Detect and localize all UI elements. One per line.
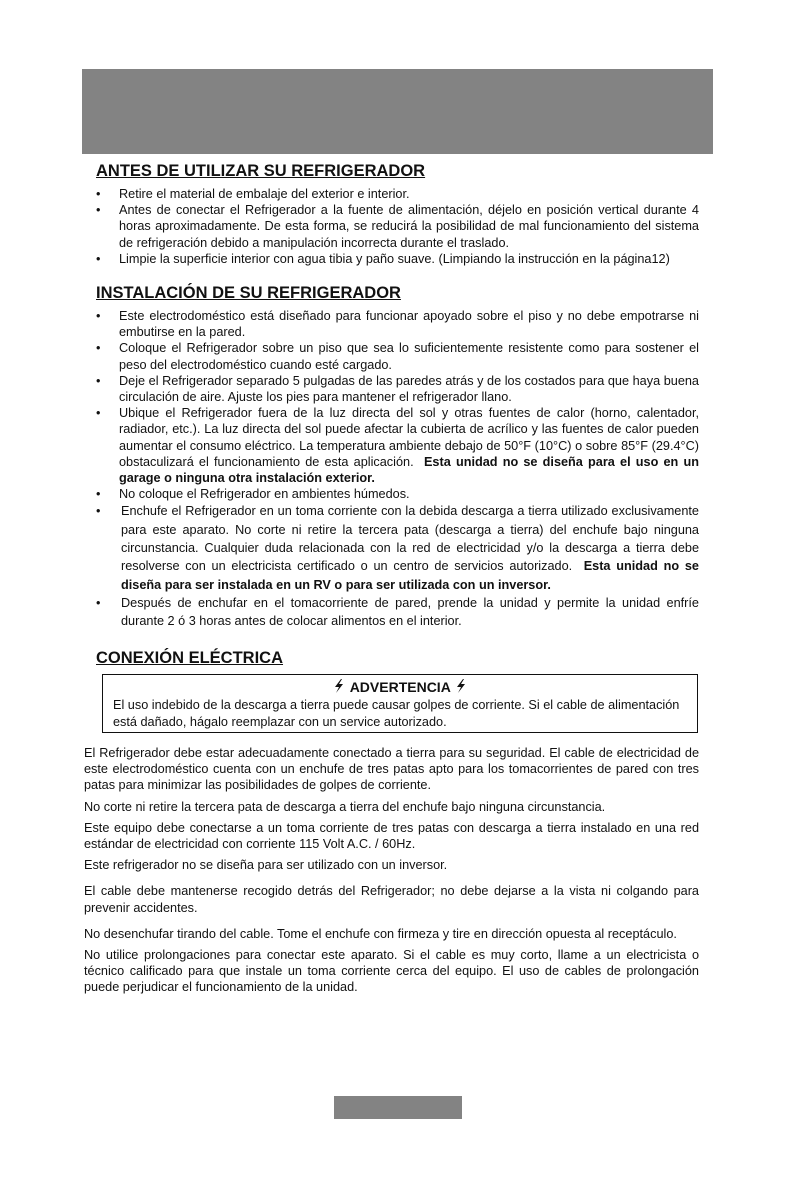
list-item: [96, 502, 699, 593]
list-item: • Limpie la superficie interior con agua tibia y paño suave. (Limpiando la instrucción en la página12): [96, 251, 699, 267]
paragraph: No corte ni retire la tercera pata de descarga a tierra del enchufe bajo ninguna circunstancia.: [84, 799, 606, 814]
list-item: [96, 405, 699, 486]
warning-title: ADVERTENCIA: [349, 679, 451, 695]
section-title-instalacion: INSTALACIÓN DE SU REFRIGERADOR: [96, 284, 401, 302]
list-item: • Este electrodoméstico está diseñado para funcionar apoyado sobre el piso y no debe empotrarse ni embutirse en la pared.: [96, 308, 699, 340]
header-band: [82, 69, 713, 154]
instalacion-list: [96, 308, 699, 631]
lightning-bolt-icon: [332, 679, 350, 695]
list-item-bold-note: Esta unidad no se diseña para ser instalada en un RV o para ser utilizada con un inversor.: [121, 559, 699, 592]
lightning-bolt-icon: [454, 679, 468, 695]
paragraph: No utilice prolongaciones para conectar este aparato. Si el cable es muy corto, llame a un electricista o técnico calificado para que instale un toma corriente cerca del equipo. El uso de cables de prolongación puede perjudicar el funcionamiento de la unidad.: [84, 948, 699, 995]
paragraph: No desenchufar tirando del cable. Tome el enchufe con firmeza y tire en dirección opuesta al receptáculo.: [84, 926, 677, 941]
conexion-paragraphs: [84, 745, 699, 1001]
warning-text: El uso indebido de la descarga a tierra puede causar golpes de corriente. Si el cable de alimentación está dañado, hágalo reemplazar con un service autorizado.: [113, 698, 680, 729]
list-item: • Retire el material de embalaje del exterior e interior.: [96, 186, 699, 202]
list-item-text: Ubique el Refrigerador fuera de la luz directa del sol y otras fuentes de calor (horno, calentador, radiador, etc.). La luz directa del sol puede afectar la cubierta de acrílico y las fuentes de calor pueden aumentar el consumo eléctrico. La temperatura ambiente debajo de 50°F (10°C) o sobre 85°F (29.4°C) obstaculizará el funcionamiento de esta aplicación.: [119, 406, 699, 469]
warning-heading: [113, 678, 687, 696]
list-item: • Coloque el Refrigerador sobre un piso que sea lo suficientemente resistente como para sostener el peso del electrodoméstico cuando esté cargado.: [96, 340, 699, 372]
paragraph: El Refrigerador debe estar adecuadamente conectado a tierra para su seguridad. El cable de electricidad de este electrodoméstico cuenta con un enchufe de tres patas apto para los tomacorrientes de pared con tres patas para minimizar las posibilidades de golpes de corriente.: [84, 746, 699, 793]
section-title-antes: ANTES DE UTILIZAR SU REFRIGERADOR: [96, 162, 426, 180]
list-item: • Después de enchufar en el tomacorriente de pared, prende la unidad y permite la unidad enfríe durante 2 ó 3 horas antes de colocar alimentos en el interior.: [96, 594, 699, 631]
list-item: • Antes de conectar el Refrigerador a la fuente de alimentación, déjelo en posición vertical durante 4 horas aproximadamente. De esta forma, se reducirá la posibilidad de mal funcionamiento del sistema de refrigeración debido a manipulación incorrecta durante el traslado.: [96, 202, 699, 251]
section-title-conexion: CONEXIÓN ELÉCTRICA: [96, 649, 284, 667]
antes-list: [96, 186, 699, 267]
list-item: • No coloque el Refrigerador en ambientes húmedos.: [96, 486, 699, 502]
paragraph: Este equipo debe conectarse a un toma corriente de tres patas con descarga a tierra instalado en una red estándar de electricidad con corriente 115 Volt A.C. / 60Hz.: [84, 820, 699, 852]
paragraph: El cable debe mantenerse recogido detrás del Refrigerador; no debe dejarse a la vista ni colgando para prevenir accidentes.: [84, 884, 699, 915]
list-item: • Deje el Refrigerador separado 5 pulgadas de las paredes atrás y de los costados para que haya buena circulación de aire. Ajuste los pies para mantener el refrigerador llano.: [96, 373, 699, 405]
list-item-bold-note: Esta unidad no se diseña para el uso en un garage o ninguna otra instalación exterior.: [119, 454, 699, 486]
warning-box: [102, 674, 698, 733]
list-item-text: Enchufe el Refrigerador en un toma corriente con la debida descarga a tierra utilizado exclusivamente para este aparato. No corte ni retire la tercera pata (descarga a tierra) del enchufe bajo ninguna circunstancia. Cualquier duda relacionada con la red de electricidad y/o la descarga a tierra debe resolverse con un electricista certificado o un centro de servicios autorizado.: [121, 504, 699, 574]
page-number-bar: [334, 1096, 462, 1119]
paragraph: Este refrigerador no se diseña para ser utilizado con un inversor.: [84, 858, 448, 873]
